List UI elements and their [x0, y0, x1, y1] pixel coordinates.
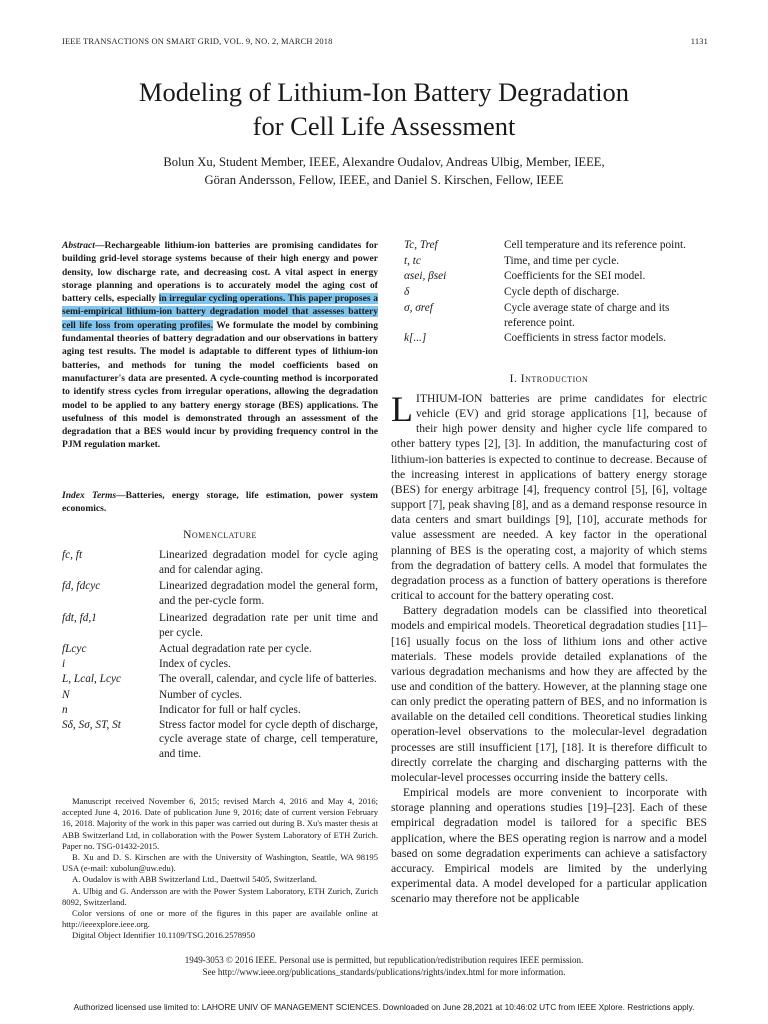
license-notice: Authorized licensed use limited to: LAHORE UNIV OF MANAGEMENT SCIENCES. Downloaded on June 28,2021 at 10:46:02 UTC from IEEE Xplore. Restrictions apply. — [73, 1002, 695, 1012]
symbol-item — [404, 269, 707, 284]
introduction-body — [391, 391, 707, 906]
symbol-definition: Cycle average state of charge and its reference point. — [504, 301, 670, 329]
intro-paragraph-2: Battery degradation models can be classified into theoretical models and empirical models. Theoretical degradation studies [11]–[16] usually focus on the loss of lithium ions and other active materials. These models provide detailed explanations of the various degradation mechanisms and how they are affected by the use and condition of the battery. However, at the planning stage one can only predict the operating pattern of BES, and no information is available on the detailed cell conditions. Theoretical studies linking operation-level observations to the molecular-level degradation processes are still insufficient [17], [18]. It is therefore difficult to directly correlate the charging and discharging patterns with the molecular-level processes occurring inside the battery cells. — [391, 604, 707, 784]
symbol-definition: Cycle depth of discharge. — [504, 286, 620, 299]
symbol-list-continued — [404, 238, 707, 346]
symbol-item — [404, 301, 707, 330]
symbol: δ — [404, 286, 410, 299]
paper-title-line-2: for Cell Life Assessment — [252, 111, 516, 141]
nomenclature-definition: Linearized degradation model for cycle aging and for calendar aging. — [159, 549, 378, 576]
drop-cap: L — [391, 389, 413, 429]
symbol-definition: Time, and time per cycle. — [504, 254, 620, 267]
nomenclature-item — [62, 672, 378, 687]
index-terms-lead: Index Terms — [62, 490, 117, 501]
index-terms — [62, 489, 378, 516]
footnote-paragraph: B. Xu and D. S. Kirschen are with the University of Washington, Seattle, WA 98195 USA (e-mail: xubolun@uw.edu). — [62, 852, 378, 874]
nomenclature-symbol: fdt, fd,1 — [62, 611, 97, 624]
nomenclature-symbol: fc, ft — [62, 549, 83, 561]
nomenclature-symbol: fLcyc — [62, 643, 87, 656]
nomenclature-definition: Actual degradation rate per cycle. — [159, 643, 312, 656]
nomenclature-definition: The overall, calendar, and cycle life of batteries. — [159, 672, 377, 685]
symbol: αsei, βsei — [404, 270, 447, 283]
symbol-item — [404, 331, 707, 346]
nomenclature-definition: Linearized degradation model the general form, and the per-cycle form. — [159, 580, 378, 608]
symbol-item — [404, 238, 707, 253]
abstract-text-1: —Rechargeable lithium-ion batteries are promising candidates for building grid-level storage systems because of their high energy and power density, low discharge rate, and decreasing cost. A vital aspect in energy storage planning and operations is to accurately model the aging cost of battery cells, especially — [62, 240, 378, 305]
symbol: Tc, Tref — [404, 239, 438, 251]
intro-paragraph-1 — [391, 391, 707, 603]
nomenclature-symbol: N — [62, 689, 70, 702]
nomenclature-definition: Index of cycles. — [159, 657, 231, 670]
footnote — [62, 796, 378, 942]
nomenclature-symbol: Sδ, Sσ, ST, St — [62, 718, 121, 731]
nomenclature-item — [62, 688, 378, 703]
abstract-lead: Abstract — [62, 240, 95, 251]
author-line-1: Bolun Xu, Student Member, IEEE, Alexandre Oudalov, Andreas Ulbig, Member, IEEE, — [163, 155, 605, 169]
symbol: t, tc — [404, 254, 421, 267]
author-line-2: Göran Andersson, Fellow, IEEE, and Daniel S. Kirschen, Fellow, IEEE — [204, 173, 564, 187]
intro-paragraph-1-text: ITHIUM-ION batteries are prime candidates for electric vehicle (EV) and grid storage applications [1], because of their high power density and higher cycle life compared to other battery types [2], [3]. In addition, the manufacturing cost of lithium-ion batteries is expected to continue to decrease. Because of the increasing interest in applications of battery energy storage (BES) for energy arbitrage [4], frequency control [5], [6], voltage support [7], peak shaving [8], and as a demand response resource in data centers and smart buildings [9], [10], accurate methods for value assessment are needed. A key factor in the operational planning of BES is the operating cost, a majority of which stems from the degradation of battery cells. A model that formulates the degradation process as a function of battery operations is therefore critical to account for the battery operating cost. — [391, 392, 707, 603]
nomenclature-item — [62, 548, 378, 577]
nomenclature-item — [62, 579, 378, 608]
footnote-paragraph: Color versions of one or more of the figures in this paper are available online at http://ieeexplore.ieee.org. — [62, 908, 378, 930]
page-number: 1131 — [690, 37, 708, 46]
nomenclature-symbol: i — [62, 657, 66, 670]
intro-paragraph-3: Empirical models are more convenient to incorporate with storage planning and operations studies [19]–[23]. Each of these empirical degradation model is tailored for a specific BES application, where the BES operating region is narrow and a model based on some degradation experiments can achieve a satisfactory accuracy. Empirical models are limited by the underlying experimental data. A model developed for a particular application scenario may therefore not be applicable — [391, 786, 707, 906]
copyright-line-2: See http://www.ieee.org/publications_standards/publications/rights/index.html for more information. — [202, 967, 566, 977]
footnote-paragraph: Digital Object Identifier 10.1109/TSG.2016.2578950 — [72, 930, 255, 941]
symbol-definition: Coefficients in stress factor models. — [504, 332, 666, 345]
nomenclature-list — [62, 548, 378, 762]
symbol: σ, σref — [404, 301, 433, 314]
journal-header: IEEE TRANSACTIONS ON SMART GRID, VOL. 9, NO. 2, MARCH 2018 — [62, 37, 333, 46]
nomenclature-item — [62, 642, 378, 657]
nomenclature-definition: Number of cycles. — [159, 689, 243, 702]
symbol-definition: Cell temperature and its reference point. — [504, 239, 686, 251]
symbol-item — [404, 285, 707, 300]
nomenclature-symbol: fd, fdcyc — [62, 580, 101, 593]
nomenclature-definition: Linearized degradation rate per unit time and per cycle. — [159, 611, 378, 639]
symbol-definition: Coefficients for the SEI model. — [504, 270, 646, 283]
introduction-heading: I. Introduction — [509, 373, 589, 385]
nomenclature-definition: Stress factor model for cycle depth of discharge, cycle average state of charge, cell temperature, and time. — [159, 718, 378, 761]
nomenclature-item — [62, 657, 378, 672]
symbol-item — [404, 254, 707, 269]
footnote-paragraph: Manuscript received November 6, 2015; revised March 4, 2016 and May 4, 2016; accepted June 4, 2016. Date of publication June 9, 2016; date of current version February 16, 2018. Majority of the work in this paper was carried out during B. Xu's master thesis at ABB Switzerland Ltd, in collaboration with the Power System Laboratory of ETH Zurich. Paper no. TSG-01432-2015. — [62, 796, 378, 851]
abstract — [62, 239, 378, 452]
nomenclature-item — [62, 703, 378, 718]
abstract-highlight[interactable]: in irregular cycling operations. This paper proposes a semi-empirical lithium-ion battery degradation model that assesses battery cell life loss from operating profiles. — [62, 293, 378, 331]
abstract-text-2: We formulate the model by combining fundamental theories of battery degradation and our observations in battery aging test results. The model is adaptable to different types of lithium-ion batteries, and methods for tuning the model coefficients based on manufacturer's data are presented. A cycle-counting method is incorporated to identify stress cycles from irregular operations, allowing the degradation model to be applied to any battery energy storage (BES) applications. The usefulness of this model is demonstrated through an assessment of the degradation that a BES would incur by providing frequency control in the PJM regulation market. — [62, 319, 378, 451]
nomenclature-item — [62, 611, 378, 640]
nomenclature-item — [62, 718, 378, 762]
index-terms-text: —Batteries, energy storage, life estimation, power system economics. — [62, 490, 378, 515]
paper-title-line-1: Modeling of Lithium-Ion Battery Degradation — [138, 77, 630, 107]
footnote-paragraph: A. Ulbig and G. Andersson are with the Power System Laboratory, ETH Zurich, Zurich 8092, Switzerland. — [62, 885, 378, 907]
nomenclature-symbol: n — [62, 704, 68, 717]
nomenclature-definition: Indicator for full or half cycles. — [159, 704, 301, 717]
footnote-paragraph: A. Oudalov is with ABB Switzerland Ltd., Daettwil 5405, Switzerland. — [72, 874, 317, 885]
nomenclature-heading: Nomenclature — [183, 529, 257, 541]
symbol: k[...] — [404, 332, 427, 345]
nomenclature-symbol: L, Lcal, Lcyc — [62, 672, 121, 685]
copyright-line-1: 1949-3053 © 2016 IEEE. Personal use is permitted, but republication/redistribution requires IEEE permission. — [184, 955, 584, 965]
